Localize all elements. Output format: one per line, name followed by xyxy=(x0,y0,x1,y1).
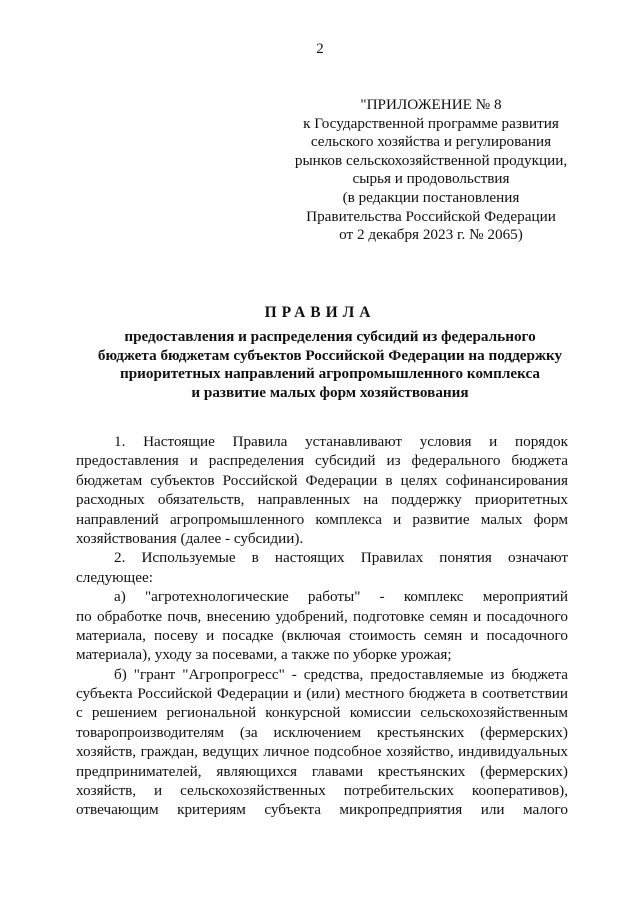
body-line: материала, посеву и посадке (включая стоимость семян и посадочного xyxy=(76,626,568,644)
subtitle-line: и развитие малых форм хозяйствования xyxy=(191,384,469,402)
body-line: хозяйств, и сельскохозяйственных потребительских кооперативов), xyxy=(76,782,568,800)
body-line: по обработке почв, внесению удобрений, подготовке семян и посадочного xyxy=(76,607,568,625)
appendix-header xyxy=(276,96,586,245)
body-line: предоставления и распределения субсидий из федерального бюджета xyxy=(76,452,568,470)
body-line: расходных обязательств, направленных на поддержку приоритетных xyxy=(76,491,568,509)
body-line: хозяйствования (далее - субсидии). xyxy=(76,529,304,547)
document-subtitle xyxy=(60,328,600,403)
subtitle-line: бюджета бюджетам субъектов Российской Федерации на поддержку xyxy=(97,346,563,364)
body-line: бюджетам субъектов Российской Федерации в целях софинансирования xyxy=(76,471,568,489)
appendix-line: "ПРИЛОЖЕНИЕ № 8 xyxy=(360,96,502,113)
appendix-line: рынков сельскохозяйственной продукции, xyxy=(294,151,568,169)
body-line: 1. Настоящие Правила устанавливают условия и порядок xyxy=(114,433,568,450)
appendix-line: Правительства Российской Федерации xyxy=(306,207,556,225)
body-line: субъекта Российской Федерации и (или) местного бюджета в соответствии xyxy=(76,685,568,703)
body-line: следующее: xyxy=(76,568,153,586)
body-line: направлений агропромышленного комплекса и развитие малых форм xyxy=(76,510,568,528)
document-body xyxy=(76,432,568,820)
body-line: 2. Используемые в настоящих Правилах понятия означают xyxy=(114,549,568,567)
body-line: с решением региональной конкурсной комиссии сельскохозяйственным xyxy=(76,704,568,722)
body-line: предпринимателей, являющихся главами крестьянских (фермерских) xyxy=(76,762,568,780)
body-line: б) "грант "Агропрогресс" - средства, предоставляемые из бюджета xyxy=(114,665,568,683)
appendix-line: от 2 декабря 2023 г. № 2065) xyxy=(339,226,523,244)
page-number: 2 xyxy=(316,41,324,57)
body-line: отвечающим критериям субъекта микропредприятия или малого xyxy=(76,801,568,819)
appendix-line: сельского хозяйства и регулирования xyxy=(310,133,552,151)
body-line: а) "агротехнологические работы" - комплекс мероприятий xyxy=(114,588,568,606)
subtitle-line: предоставления и распределения субсидий из федерального xyxy=(124,328,536,345)
body-line: товаропроизводителям (за исключением крестьянских (фермерских) xyxy=(76,723,568,741)
document-title: ПРАВИЛА xyxy=(264,304,376,321)
appendix-line: (в редакции постановления xyxy=(342,188,520,206)
appendix-line: сырья и продовольствия xyxy=(352,170,510,188)
appendix-line: к Государственной программе развития xyxy=(303,114,559,132)
body-line: материала), уходу за посевами, а также по уборке урожая; xyxy=(76,646,452,664)
body-line: хозяйств, граждан, ведущих личное подсобное хозяйство, индивидуальных xyxy=(76,743,568,761)
subtitle-line: приоритетных направлений агропромышленного комплекса xyxy=(119,365,541,383)
